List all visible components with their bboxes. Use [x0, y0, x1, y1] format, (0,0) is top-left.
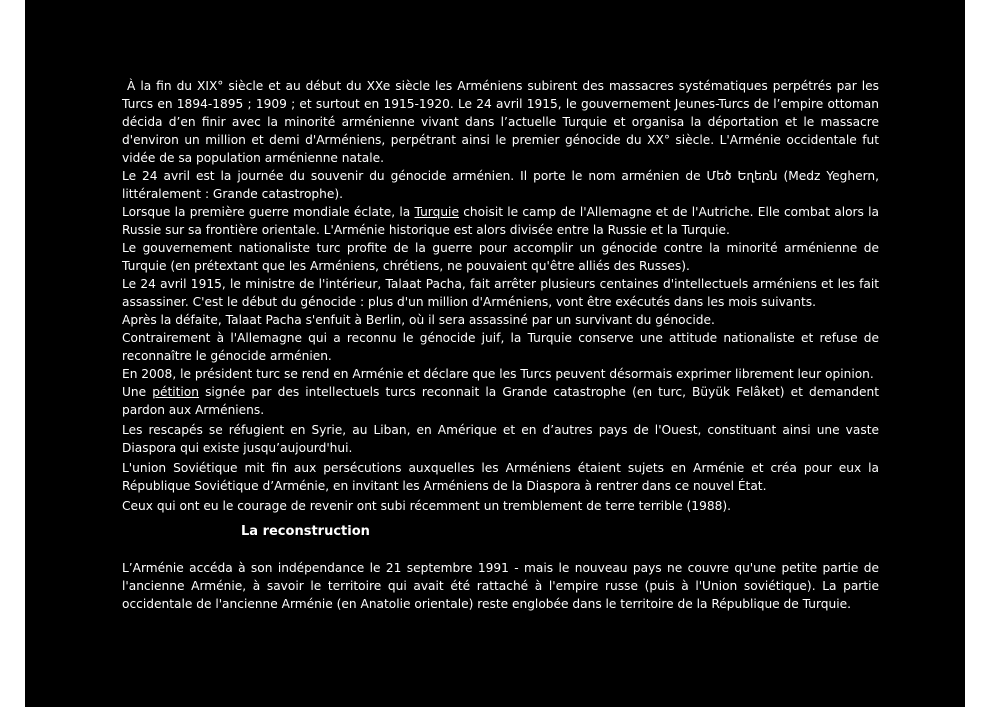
paragraph-diaspora: Les rescapés se réfugient en Syrie, au Liban, en Amérique et en d’autres pays de l'Ouest, constituant ainsi une vaste Diaspora qui existe jusqu’aujourd'hui. [122, 423, 879, 455]
paragraph-april-1915: Le 24 avril 1915, le ministre de l'intérieur, Talaat Pacha, fait arrêter plusieurs centaines d'intellectuels arméniens et les fait assassiner. C'est le début du génocide : plus d'un million d'Arméniens, vont être exécutés dans les mois suivants. [122, 277, 879, 309]
paragraph-talaat: Après la défaite, Talaat Pacha s'enfuit à Berlin, où il sera assassiné par un survivant du génocide. [122, 313, 715, 327]
paragraph-2008: En 2008, le président turc se rend en Arménie et déclare que les Turcs peuvent désormais exprimer librement leur opinion. [122, 367, 874, 381]
paragraph-world-war-text-1: Lorsque la première guerre mondiale éclate, la [122, 205, 415, 219]
text-block [122, 77, 879, 613]
petition-link[interactable]: pétition [152, 385, 199, 399]
paragraph-government: Le gouvernement nationaliste turc profite de la guerre pour accomplir un génocide contre la minorité arménienne de Turquie (en prétextant que les Arméniens, chrétiens, ne pouvaient qu'être alliés des Russes). [122, 241, 879, 273]
paragraph-earthquake: Ceux qui ont eu le courage de revenir ont subi récemment un tremblement de terre terrible (1988). [122, 499, 731, 513]
paragraph-remembrance-day: Le 24 avril est la journée du souvenir du génocide arménien. Il porte le nom arménien de Մեծ Եղեռն (Medz Yeghern, littéralement : Grande catastrophe). [122, 169, 879, 201]
paragraph-petition-text-1: Une [122, 385, 153, 399]
paragraph-world-war [122, 203, 879, 239]
paragraph-intro-text: À la fin du XIX° siècle et au début du XXe siècle les Arméniens subirent des massacres systématiques perpétrés par les Turcs en 1894-1895 ; 1909 ; et surtout en 1915-1920. Le 24 avril 1915, le gouvernement Jeunes-Turcs de l’empire ottoman décida d’en finir avec la minorité arménienne vivant dans l’actuelle Turquie et organisa la déportation et le massacre d'environ un million et demi d'Arméniens, perpétrant ainsi le premier génocide du XX° siècle. L'Arménie occidentale fut vidée de sa population arménienne natale. [122, 79, 880, 165]
paragraph-recognition: Contrairement à l'Allemagne qui a reconnu le génocide juif, la Turquie conserve une attitude nationaliste et refuse de reconnaître le génocide arménien. [122, 331, 879, 363]
paragraph-petition-text-2: signée par des intellectuels turcs reconnait la Grande catastrophe (en turc, Büyük Felâket) et demandent pardon aux Arméniens. [122, 385, 879, 417]
turquie-link[interactable]: Turquie [414, 205, 459, 219]
paragraph-intro [122, 77, 879, 167]
section-heading: La reconstruction [241, 524, 370, 539]
paragraph-world-war-text-2: choisit le camp de l'Allemagne et de l'Autriche. Elle combat alors la Russie sur sa frontière orientale. L'Arménie historique est alors divisée entre la Russie et la Turquie. [122, 205, 879, 237]
paragraph-petition [122, 383, 879, 419]
slide [25, 0, 965, 707]
paragraph-soviet: L'union Soviétique mit fin aux persécutions auxquelles les Arméniens étaient sujets en Arménie et créa pour eux la République Soviétique d’Arménie, en invitant les Arméniens de la Diaspora à rentrer dans ce nouvel État. [122, 461, 879, 493]
paragraph-independence: L’Arménie accéda à son indépendance le 21 septembre 1991 - mais le nouveau pays ne couvre qu'une petite partie de l'ancienne Arménie, à savoir le territoire qui avait été rattaché à l'empire russe (puis à l'Union soviétique). La partie occidentale de l'ancienne Arménie (en Anatolie orientale) reste englobée dans le territoire de la République de Turquie. [122, 561, 879, 611]
